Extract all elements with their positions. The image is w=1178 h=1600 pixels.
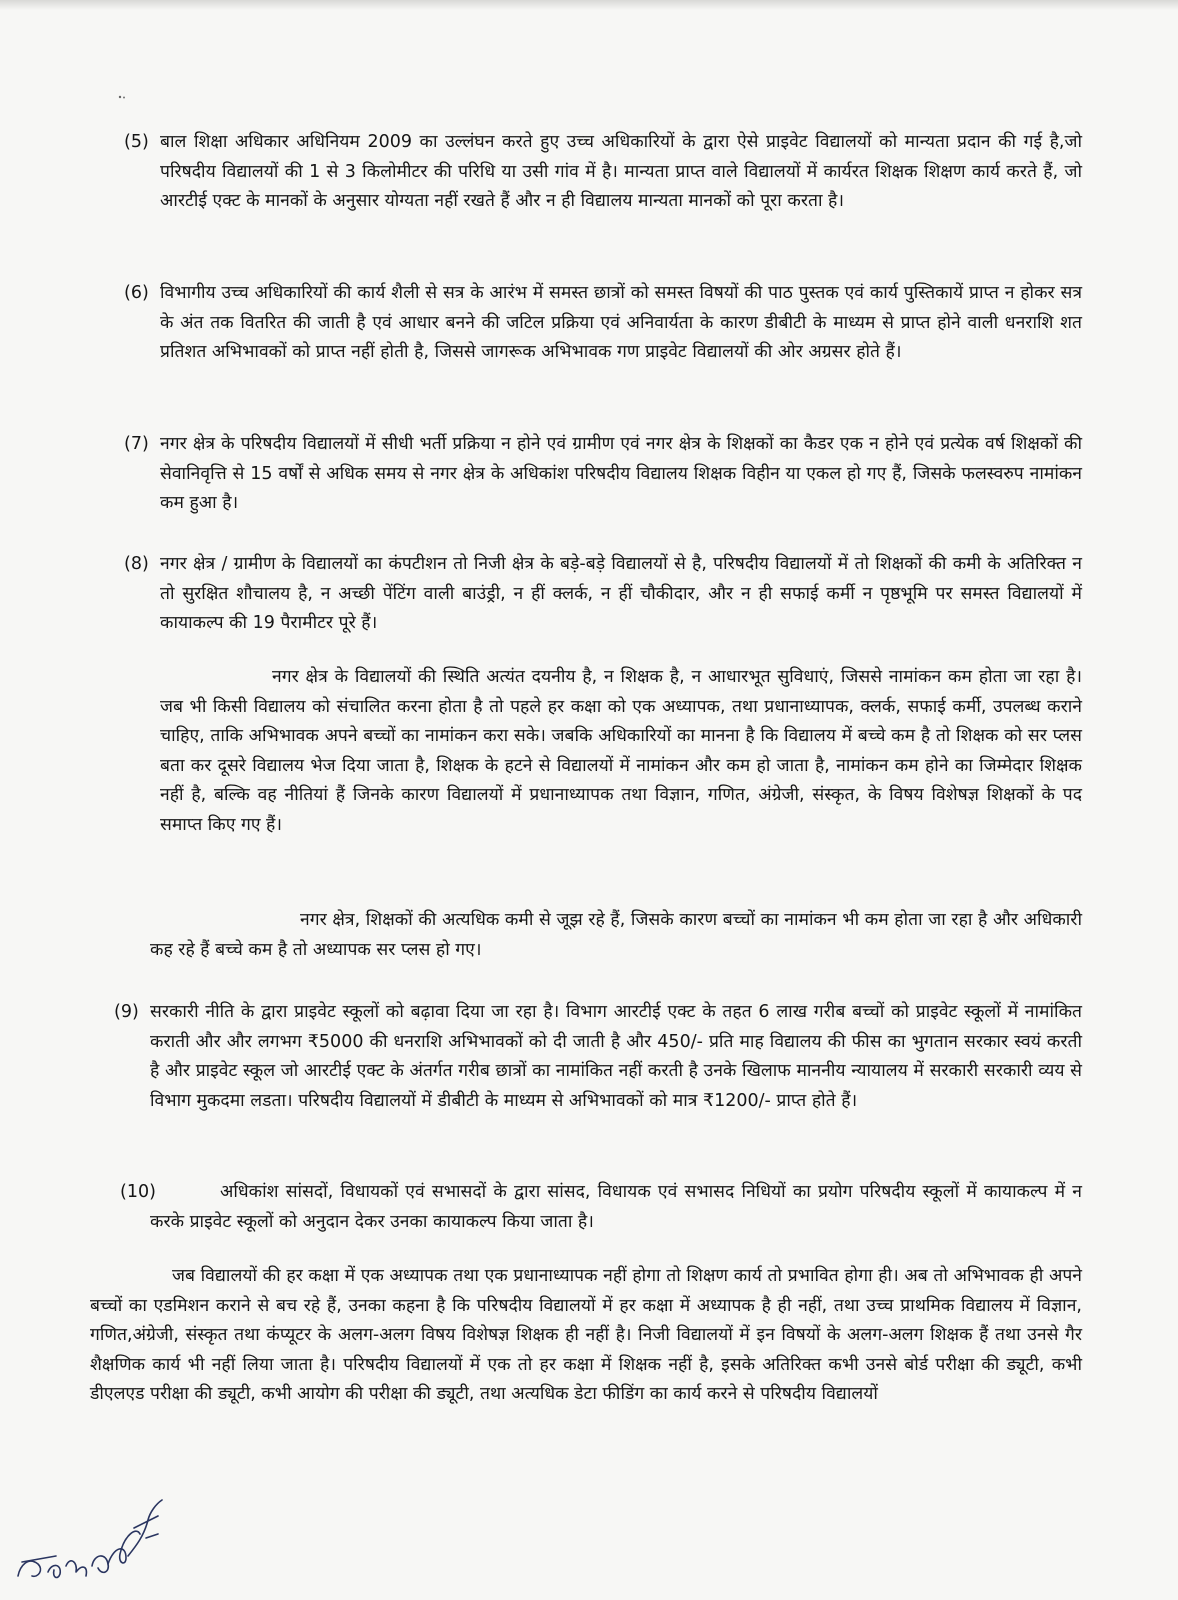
point-number: (8) xyxy=(124,554,149,574)
point-number: (7) xyxy=(124,434,149,454)
handwritten-signature xyxy=(8,1416,178,1596)
point-number: (5) xyxy=(124,132,149,152)
point-text: बाल शिक्षा अधिकार अधिनियम 2009 का उल्लंघन करते हुए उच्च अधिकारियों के द्वारा ऐसे प्राइवेट विद्यालयों को मान्यता प्रदान की गई है,जो परिषदीय विद्यालयों की 1 से 3 किलोमीटर की परिधि या उसी गांव में है। मान्यता प्राप्त वाले विद्यालयों में कार्यरत शिक्षक शिक्षण कार्य करते हैं, जो आरटीई एक्ट के मानकों के अनुसार योग्यता नहीं रखते हैं और न ही विद्यालय मान्यता मानकों को पूरा करता है। xyxy=(160,132,1082,211)
point-text: नगर क्षेत्र के परिषदीय विद्यालयों में सीधी भर्ती प्रक्रिया न होने एवं ग्रामीण एवं नगर क्षेत्र के शिक्षकों का कैडर एक न होने एवं प्रत्येक वर्ष शिक्षकों की सेवानिवृत्ति से 15 वर्षों से अधिक समय से नगर क्षेत्र के अधिकांश परिषदीय विद्यालय शिक्षक विहीन या एकल हो गए हैं, जिसके फलस्वरुप नामांकन कम हुआ है। xyxy=(160,434,1082,513)
point-number: (6) xyxy=(124,283,149,303)
body-paragraph: नगर क्षेत्र, शिक्षकों की अत्यधिक कमी से जूझ रहे हैं, जिसके कारण बच्चों का नामांकन भी कम होता जा रहा है और अधिकारी कह रहे हैं बच्चे कम है तो अध्यापक सर प्लस हो गए। xyxy=(150,910,1082,960)
body-paragraph: नगर क्षेत्र के विद्यालयों की स्थिति अत्यंत दयनीय है, न शिक्षक है, न आधारभूत सुविधाएं, जिससे नामांकन कम होता जा रहा है। जब भी किसी विद्यालय को संचालित करना होता है तो पहले हर कक्षा को एक अध्यापक, तथा प्रधानाध्यापक, क्लर्क, सफाई कर्मी, उपलब्ध कराने चाहिए, ताकि अभिभावक अपने बच्चों का नामांकन करा सके। जबकि अधिकारियों का मानना है कि विद्यालय में बच्चे कम है तो शिक्षक को सर प्लस बता कर दूसरे विद्यालय भेज दिया जाता है, शिक्षक के हटने से विद्यालयों में नामांकन और कम हो जाता है, नामांकन कम होने का जिम्मेदार शिक्षक नहीं है, बल्कि वह नीतियां हैं जिनके कारण विद्यालयों में प्रधानाध्यापक तथा विज्ञान, गणित, अंग्रेजी, संस्कृत, के विषय विशेषज्ञ शिक्षकों के पद समाप्त किए गए हैं। xyxy=(160,667,1082,835)
point-number: (9) xyxy=(114,1002,139,1022)
point-text: विभागीय उच्च अधिकारियों की कार्य शैली से सत्र के आरंभ में समस्त छात्रों को समस्त विषयों की पाठ पुस्तक एवं कार्य पुस्तिकायें प्राप्त न होकर सत्र के अंत तक वितरित की जाती है एवं आधार बनने की जटिल प्रक्रिया एवं अनिवार्यता के कारण डीबीटी के माध्यम से प्राप्त होने वाली धनराशि शत प्रतिशत अभिभावकों को प्राप्त नहीं होती है, जिससे जागरूक अभिभावक गण प्राइवेट विद्यालयों की ओर अग्रसर होते हैं। xyxy=(160,283,1082,362)
point-text: नगर क्षेत्र / ग्रामीण के विद्यालयों का कंपटीशन तो निजी क्षेत्र के बड़े-बड़े विद्यालयों से है, परिषदीय विद्यालयों में तो शिक्षकों की कमी के अतिरिक्त न तो सुरक्षित शौचालय है, न अच्छी पेंटिंग वाली बाउंड्री, न हीं क्लर्क, न हीं चौकीदार, और न ही सफाई कर्मी न पृष्ठभूमि पर समस्त विद्यालयों में कायाकल्प की 19 पैरामीटर पूरे हैं। xyxy=(160,554,1082,633)
point-text: सरकारी नीति के द्वारा प्राइवेट स्कूलों को बढ़ावा दिया जा रहा है। विभाग आरटीई एक्ट के तहत 6 लाख गरीब बच्चों को प्राइवेट स्कूलों में नामांकित कराती और और लगभग ₹5000 की धनराशि अभिभावकों को दी जाती है और 450/- प्रति माह विद्यालय की फीस का भुगतान सरकार स्वयं करती है और प्राइवेट स्कूल जो आरटीई एक्ट के अंतर्गत गरीब छात्रों का नामांकित नहीं करती है उनके खिलाफ माननीय न्यायालय में सरकारी सरकारी व्यय से विभाग मुकदमा लडता। परिषदीय विद्यालयों में डीबीटी के माध्यम से अभिभावकों को मात्र ₹1200/- प्राप्त होते हैं। xyxy=(150,1002,1082,1111)
paper-top-edge xyxy=(0,0,1178,10)
point-number: (10) xyxy=(120,1182,156,1202)
point-text: अधिकांश सांसदों, विधायकों एवं सभासदों के द्वारा सांसद, विधायक एवं सभासद निधियों का प्रयोग परिषदीय स्कूलों में कायाकल्प में न करके प्राइवेट स्कूलों को अनुदान देकर उनका कायाकल्प किया जाता है। xyxy=(150,1182,1082,1232)
closing-paragraph: जब विद्यालयों की हर कक्षा में एक अध्यापक तथा एक प्रधानाध्यापक नहीं होगा तो शिक्षण कार्य तो प्रभावित होगा ही। अब तो अभिभावक ही अपने बच्चों का एडमिशन कराने से बच रहे हैं, उनका कहना है कि परिषदीय विद्यालयों में हर कक्षा में अध्यापक है ही नहीं, तथा उच्च प्राथमिक विद्यालय में विज्ञान, गणित,अंग्रेजी, संस्कृत तथा कंप्यूटर के अलग-अलग विषय विशेषज्ञ शिक्षक ही नहीं है। निजी विद्यालयों में इन विषयों के अलग-अलग शिक्षक हैं तथा उनसे गैर शैक्षणिक कार्य भी नहीं लिया जाता है। परिषदीय विद्यालयों में एक तो हर कक्षा में शिक्षक नहीं है, इसके अतिरिक्त कभी उनसे बोर्ड परीक्षा की ड्यूटी, कभी डीएलएड परीक्षा की ड्यूटी, कभी आयोग की परीक्षा की ड्यूटी, तथा अत्यधिक डेटा फीडिंग का कार्य करने से परिषदीय विद्यालयों xyxy=(90,1266,1082,1404)
ink-dot-mark xyxy=(118,84,126,88)
